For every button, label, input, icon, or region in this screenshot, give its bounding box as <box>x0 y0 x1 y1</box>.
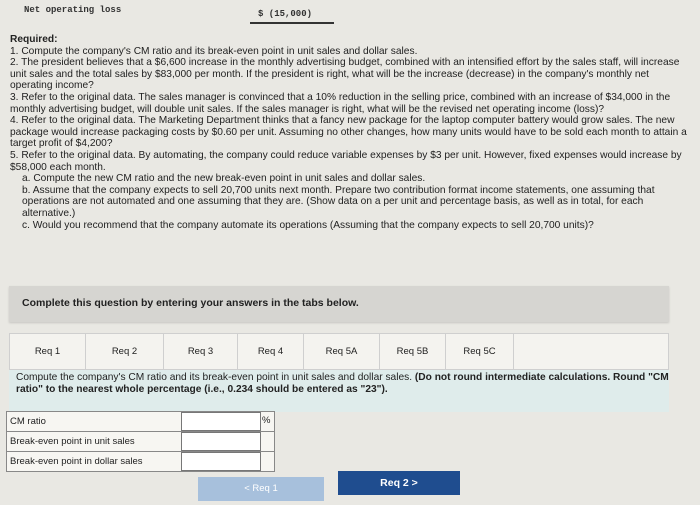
tab-req-2[interactable]: Req 2 <box>86 334 164 370</box>
break-even-units-input[interactable] <box>181 432 261 451</box>
tab-req-3[interactable]: Req 3 <box>164 334 238 370</box>
answer-table <box>6 411 275 472</box>
requirement-subitem: a. Compute the new CM ratio and the new break-even point in unit sales and dollar sales. <box>22 173 426 185</box>
answer-label: Break-even point in dollar sales <box>10 456 143 467</box>
requirement-item: 1. Compute the company's CM ratio and its break-even point in unit sales and dollar sales. <box>10 45 418 57</box>
income-statement-footer <box>0 0 700 24</box>
tab-req-5a[interactable]: Req 5A <box>304 334 380 370</box>
answer-row-break-even-dollars <box>7 452 274 471</box>
cm-ratio-input[interactable] <box>181 412 261 431</box>
requirements-text <box>10 34 694 231</box>
break-even-dollars-input[interactable] <box>181 452 261 471</box>
net-operating-loss-value: $ (15,000) <box>258 9 313 19</box>
tab-req-4[interactable]: Req 4 <box>238 334 304 370</box>
net-operating-loss-label: Net operating loss <box>24 5 122 15</box>
requirement-subitem: b. Assume that the company expects to sell 20,700 units next month. Prepare two contribution format income statements, one assuming that operations are not automated and one assuming that they are. (Show data on a per unit and percentage basis, as well as in total, for each alternative.) <box>22 184 655 219</box>
requirement-item: 4. Refer to the original data. The Marketing Department thinks that a fancy new package for the laptop computer battery would grow sales. The new package would increase packaging costs by $0.60 per unit. Assuming no other changes, how many units would have to be sold each month to attain a target profit of $4,200? <box>10 115 687 150</box>
question-panel <box>9 370 669 412</box>
answer-label: Break-even point in unit sales <box>10 436 135 447</box>
instruction-bar <box>9 286 669 322</box>
tab-req-5b[interactable]: Req 5B <box>380 334 446 370</box>
tab-bar <box>9 333 669 370</box>
prev-req-button[interactable]: < Req 1 <box>198 477 324 501</box>
double-underline <box>250 22 334 24</box>
requirement-item: 5. Refer to the original data. By automating, the company could reduce variable expenses by $3 per unit. However, fixed expenses would increase by $58,000 each month. <box>10 149 682 173</box>
tab-req-1[interactable]: Req 1 <box>10 334 86 370</box>
tab-req-5c[interactable]: Req 5C <box>446 334 514 370</box>
question-prompt: Compute the company's CM ratio and its break-even point in unit sales and dollar sales. <box>16 372 415 383</box>
requirement-item: 2. The president believes that a $6,600 increase in the monthly advertising budget, combined with an intensified effort by the sales staff, will increase unit sales and the total sales by $83,000 per month. If the president is right, what will be the increase (decrease) in the company's monthly net operating income? <box>10 57 680 92</box>
question-hint: (Do not round intermediate calculations. Round "CM ratio" to the nearest whole percentage (i.e., 0.234 should be entered as "23"). <box>16 372 669 395</box>
answer-row-cm-ratio <box>7 412 274 432</box>
percent-sign: % <box>262 415 271 426</box>
question-text <box>16 372 669 395</box>
answer-row-break-even-units <box>7 432 274 452</box>
answer-label: CM ratio <box>10 416 46 427</box>
next-req-button[interactable]: Req 2 > <box>338 471 460 495</box>
requirement-subitem: c. Would you recommend that the company automate its operations (Assuming that the company expects to sell 20,700 units)? <box>22 219 594 231</box>
required-heading: Required: <box>10 34 58 45</box>
instruction-text: Complete this question by entering your answers in the tabs below. <box>22 297 359 309</box>
requirement-item: 3. Refer to the original data. The sales manager is convinced that a 10% reduction in the selling price, combined with an increase of $34,000 in the monthly advertising budget, will double unit sales. If the sales manager is right, what will be the revised net operating income (loss)? <box>10 91 671 115</box>
